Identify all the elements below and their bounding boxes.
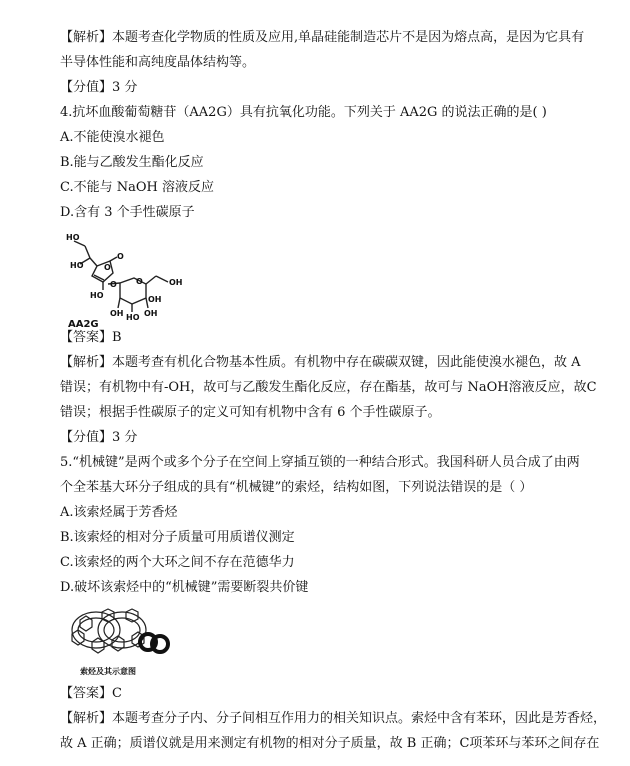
text-line: 错误；根据手性碳原子的定义可知有机物中含有 6 个手性碳原子。 — [60, 405, 441, 420]
catenane-figure — [66, 600, 182, 680]
text-line: 故 A 正确；质谱仪就是用来测定有机物的相对分子质量，故 B 正确；C项苯环与苯环之间存在 — [60, 736, 600, 751]
option-a: A.不能使溴水褪色 — [60, 130, 165, 145]
label-o: O — [104, 263, 111, 272]
label-o: O — [136, 277, 143, 286]
question-5-stem: 5.“机械键”是两个或多个分子在空间上穿插互锁的一种结合形式。我国科研人员合成了由两 — [60, 455, 580, 470]
label-oh: OH — [110, 309, 124, 318]
text-line: 【分值】3 分 — [60, 80, 138, 95]
text-line: 【解析】本题考查化学物质的性质及应用,单晶硅能制造芯片不是因为熔点高，是因为它具有 — [60, 30, 585, 45]
text-line: 半导体性能和高纯度晶体结构等。 — [60, 55, 256, 70]
option-d: D.含有 3 个手性碳原子 — [60, 205, 195, 220]
score-4: 【分值】3 分 — [60, 430, 138, 445]
option-a: A.该索烃属于芳香烃 — [60, 505, 178, 520]
question-4-stem: 4.抗坏血酸葡萄糖苷（AA2G）具有抗氧化功能。下列关于 AA2G 的说法正确的是( ) — [60, 105, 547, 120]
option-b: B.能与乙酸发生酯化反应 — [60, 155, 204, 170]
option-d: D.破坏该索烃中的“机械键”需要断裂共价键 — [60, 580, 309, 595]
option-c: C.该索烃的两个大环之间不存在范德华力 — [60, 555, 295, 570]
label-oh: OH — [148, 295, 162, 304]
answer-4: 【答案】B — [60, 330, 122, 345]
text-line: 【解析】本题考查分子内、分子间相互作用力的相关知识点。索烃中含有苯环，因此是芳香烃， — [60, 711, 607, 726]
option-c: C.不能与 NaOH 溶液反应 — [60, 180, 215, 195]
aa2g-structure-figure — [60, 228, 190, 330]
text-line: 【解析】本题考查有机化合物基本性质。有机物中存在碳碳双键，因此能使溴水褪色，故 A — [60, 355, 581, 370]
answer-5: 【答案】C — [60, 686, 122, 701]
label-ho: HO — [66, 233, 80, 242]
option-b: B.该索烃的相对分子质量可用质谱仪测定 — [60, 530, 295, 545]
label-ho: HO — [90, 291, 104, 300]
label-o: O — [110, 280, 117, 289]
figure-caption: AA2G — [68, 319, 99, 330]
label-o: O — [117, 252, 124, 261]
text-line: 个全苯基大环分子组成的具有“机械键”的索烃，结构如图，下列说法错误的是（ ） — [60, 480, 533, 495]
label-oh: OH — [144, 309, 158, 318]
figure-caption: 索烃及其示意图 — [80, 667, 136, 676]
text-line: 错误；有机物中有-OH，故可与乙酸发生酯化反应，存在酯基，故可与 NaOH溶液反应，故C — [60, 380, 597, 395]
label-ho: HO — [70, 261, 84, 270]
label-ho: HO — [126, 313, 140, 322]
label-oh: OH — [169, 278, 183, 287]
